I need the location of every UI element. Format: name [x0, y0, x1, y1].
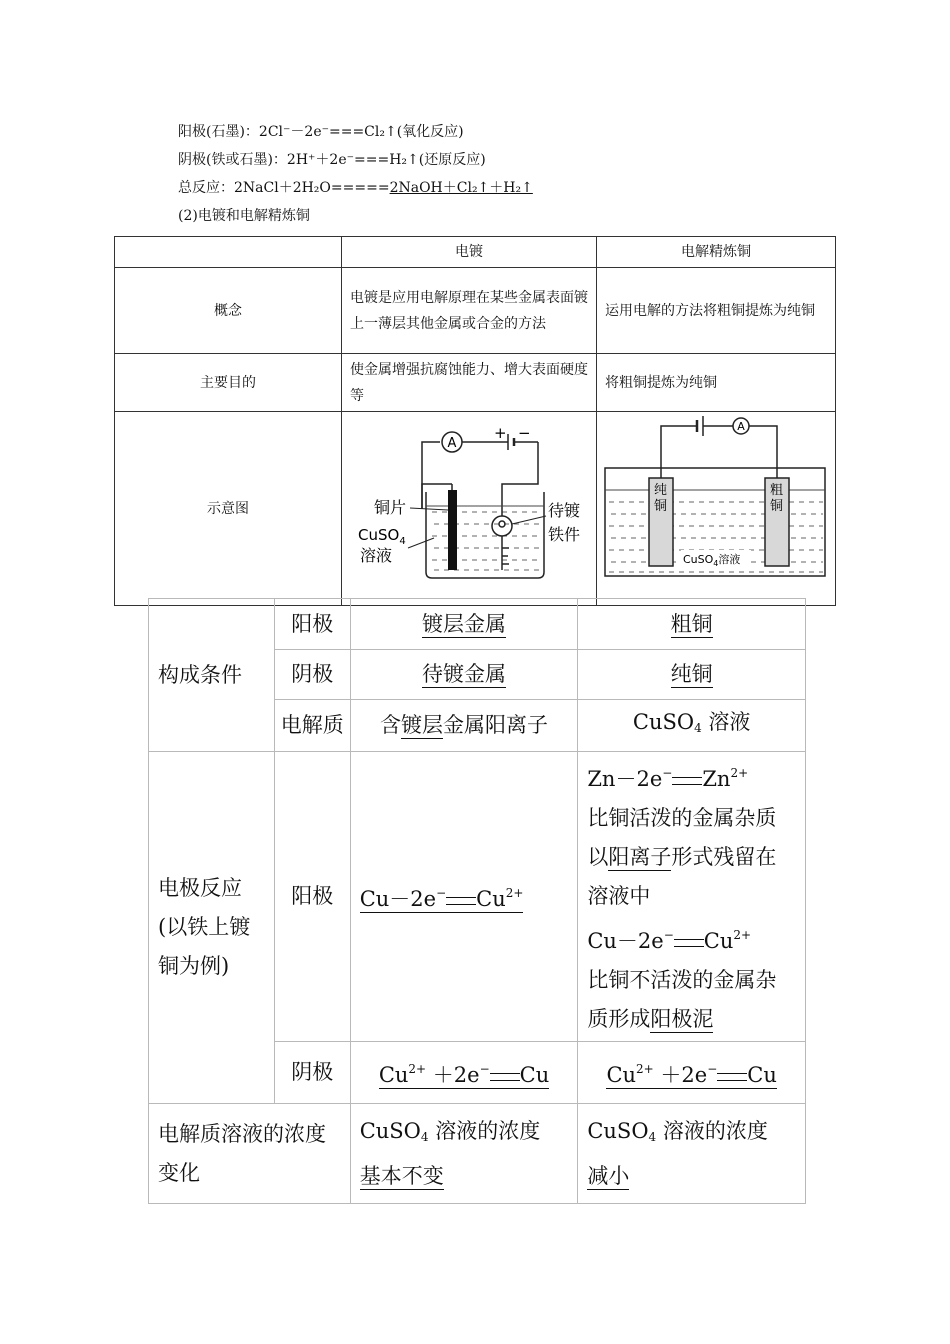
group-concentration-change: 电解质溶液的浓度变化: [149, 1104, 351, 1204]
refining-diagram-cell: [597, 412, 836, 606]
battery-minus: −: [518, 424, 531, 442]
plating-cathode-reaction: $Cu^{2+} +2e^-$ Cu: [350, 1042, 578, 1104]
section-heading: (2)电镀和电解精炼铜: [178, 208, 310, 224]
cathode-equation: 阴极(铁或石墨)：2H⁺＋2e⁻===H₂↑(还原反应): [178, 152, 486, 168]
plating-anode: 镀层金属: [350, 599, 578, 650]
crude-copper-label-1: 粗: [770, 483, 784, 498]
inactive-impurity-note: 比铜不活泼的金属杂质形成阳极泥: [587, 968, 777, 1031]
iron-part-label-1: 待镀: [548, 501, 581, 520]
ammeter-label: A: [737, 420, 745, 433]
refining-anode-reaction: [578, 752, 806, 1042]
copper-plate-label: 铜片: [374, 498, 407, 517]
iron-part-label-2: 铁件: [548, 525, 581, 544]
active-impurity-note: 比铜活泼的金属杂质以阳离子形式残留在溶液中: [587, 806, 777, 908]
total-equation-left: 总反应：2NaCl＋2H₂O=====: [178, 180, 390, 196]
plating-cathode: 待镀金属: [350, 650, 578, 700]
row-label-concept: 概念: [115, 268, 342, 354]
total-equation: [178, 178, 533, 198]
sub-anode-1: 阳极: [274, 599, 350, 650]
header-refining: 电解精炼铜: [597, 237, 836, 268]
header-electroplating: 电镀: [342, 237, 597, 268]
solution-label-line2: 溶液: [360, 546, 393, 565]
purpose-refining: 将粗铜提炼为纯铜: [597, 354, 836, 412]
electroplating-diagram: [342, 412, 596, 596]
electroplating-diagram-cell: [342, 412, 597, 606]
concept-electroplating: 电镀是应用电解原理在某些金属表面镀上一薄层其他金属或合金的方法: [342, 268, 597, 354]
plating-concentration: CuSO$_4$ 溶液的浓度 基本不变: [350, 1104, 578, 1204]
pure-copper-label-2: 铜: [654, 499, 668, 514]
purpose-electroplating: 使金属增强抗腐蚀能力、增大表面硬度等: [342, 354, 597, 412]
refining-electrolyte: CuSO$_4$ 溶液: [578, 700, 806, 752]
key-icon: [492, 509, 512, 570]
zn-reaction: Zn－2e− $Zn^{2+}$: [587, 766, 749, 791]
total-equation-right: 2NaOH＋Cl₂↑＋H₂↑: [389, 180, 533, 196]
crude-copper-label-2: 铜: [770, 499, 784, 514]
sub-anode-2: 阳极: [274, 752, 350, 1042]
refining-anode: 粗铜: [578, 599, 806, 650]
group-electrode-reaction: 电极反应(以铁上镀铜为例): [149, 752, 275, 1104]
solution-label: CuSO$_4$: [358, 526, 406, 547]
sub-cathode-1: 阴极: [274, 650, 350, 700]
plating-anode-reaction: Cu－2e− $Cu^{2+}$: [350, 752, 578, 1042]
refining-cathode: 纯铜: [578, 650, 806, 700]
sub-cathode-2: 阴极: [274, 1042, 350, 1104]
ammeter-label: A: [447, 436, 457, 451]
copper-plate: [448, 490, 457, 570]
header-empty: [115, 237, 342, 268]
group-composition: 构成条件: [149, 599, 275, 752]
concept-refining: 运用电解的方法将粗铜提炼为纯铜: [597, 268, 836, 354]
solution-label: CuSO$_4$溶液: [683, 553, 741, 568]
row-label-purpose: 主要目的: [115, 354, 342, 412]
refining-diagram: [597, 412, 835, 596]
cu-anode-reaction: Cu－2e− $Cu^{2+}$: [587, 928, 752, 953]
refining-cathode-reaction: $Cu^{2+} +2e^-$ Cu: [578, 1042, 806, 1104]
anode-equation: 阳极(石墨)：2Cl⁻－2e⁻===Cl₂↑(氧化反应): [178, 124, 464, 140]
row-label-diagram: 示意图: [115, 412, 342, 606]
battery-plus: +: [494, 424, 507, 442]
comparison-table: [114, 236, 836, 606]
sub-electrolyte: 电解质: [274, 700, 350, 752]
plating-electrolyte: 含镀层金属阳离子: [350, 700, 578, 752]
detail-table: [148, 598, 806, 1204]
pure-copper-label-1: 纯: [654, 483, 668, 498]
refining-concentration: CuSO$_4$ 溶液的浓度 减小: [578, 1104, 806, 1204]
